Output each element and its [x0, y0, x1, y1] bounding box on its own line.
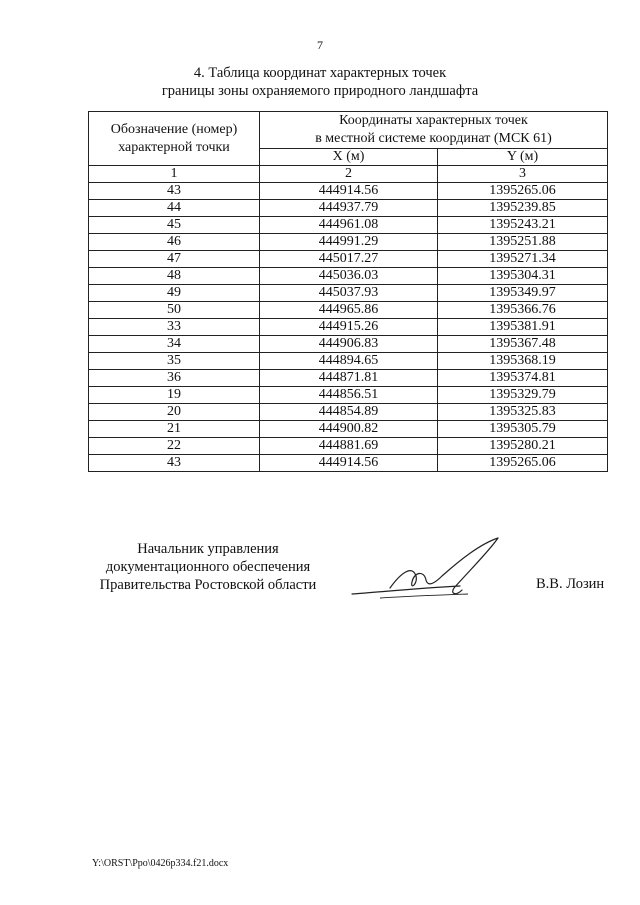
page-number: 7: [317, 38, 323, 52]
x-coordinate-cell: 444991.29: [260, 234, 438, 251]
handwritten-signature: [350, 536, 510, 602]
x-coordinate-cell: 444937.79: [260, 200, 438, 217]
table-row: [89, 336, 608, 353]
y-coordinate-cell: 1395374.81: [438, 370, 608, 387]
table-row: [89, 438, 608, 455]
table-header-row: [89, 112, 608, 149]
y-coordinate-cell: 1395265.06: [438, 183, 608, 200]
point-number-cell: 47: [89, 251, 260, 268]
point-number-cell: 46: [89, 234, 260, 251]
table-row: [89, 285, 608, 302]
point-number-cell: 36: [89, 370, 260, 387]
column-number-3: 3: [438, 166, 608, 183]
x-coordinate-cell: 445017.27: [260, 251, 438, 268]
point-number-cell: 48: [89, 268, 260, 285]
y-coordinate-cell: 1395325.83: [438, 404, 608, 421]
x-coordinate-cell: 444854.89: [260, 404, 438, 421]
table-row: [89, 370, 608, 387]
point-designation-header: [89, 112, 260, 166]
y-coordinate-cell: 1395265.06: [438, 455, 608, 472]
table-row: [89, 404, 608, 421]
signatory-position-line3: Правительства Ростовской области: [99, 577, 317, 593]
x-coordinate-cell: 444906.83: [260, 336, 438, 353]
y-coordinate-cell: 1395305.79: [438, 421, 608, 438]
x-coordinate-cell: 444900.82: [260, 421, 438, 438]
x-coordinate-cell: 445037.93: [260, 285, 438, 302]
y-coordinate-cell: 1395381.91: [438, 319, 608, 336]
table-title: [0, 64, 640, 100]
x-coordinate-cell: 444856.51: [260, 387, 438, 404]
table-row: [89, 234, 608, 251]
signatory-name: В.В. Лозин: [536, 576, 605, 592]
column-number-1: 1: [89, 166, 260, 183]
point-number-cell: 33: [89, 319, 260, 336]
coordinates-table: [88, 111, 608, 472]
file-path: Y:\ORST\Ppo\0426p334.f21.docx: [92, 858, 229, 869]
point-number-cell: 20: [89, 404, 260, 421]
coordinates-header: [260, 112, 608, 149]
y-coordinate-cell: 1395239.85: [438, 200, 608, 217]
x-coordinate-cell: 444915.26: [260, 319, 438, 336]
x-coordinate-cell: 445036.03: [260, 268, 438, 285]
point-number-cell: 35: [89, 353, 260, 370]
y-coordinate-cell: 1395368.19: [438, 353, 608, 370]
x-coordinate-cell: 444914.56: [260, 183, 438, 200]
y-coordinate-cell: 1395243.21: [438, 217, 608, 234]
x-coordinate-cell: 444965.86: [260, 302, 438, 319]
point-number-cell: 45: [89, 217, 260, 234]
point-number-cell: 43: [89, 183, 260, 200]
point-number-cell: 19: [89, 387, 260, 404]
table-title-line2: границы зоны охраняемого природного ландшафта: [161, 83, 479, 99]
y-coordinate-cell: 1395304.31: [438, 268, 608, 285]
table-row: [89, 387, 608, 404]
table-row: [89, 421, 608, 438]
y-coordinate-cell: 1395366.76: [438, 302, 608, 319]
point-number-cell: 50: [89, 302, 260, 319]
column-number-2: 2: [260, 166, 438, 183]
table-row: [89, 319, 608, 336]
x-coordinate-cell: 444881.69: [260, 438, 438, 455]
x-coordinate-cell: 444961.08: [260, 217, 438, 234]
column-numbers-row: [89, 166, 608, 183]
point-designation-header-line1: Обозначение (номер): [110, 121, 238, 137]
point-number-cell: 34: [89, 336, 260, 353]
x-column-header: X (м): [260, 149, 438, 166]
x-coordinate-cell: 444894.65: [260, 353, 438, 370]
y-column-header: Y (м): [438, 149, 608, 166]
signatory-position: [88, 540, 328, 594]
point-number-cell: 44: [89, 200, 260, 217]
coordinates-header-line2: в местной системе координат (МСК 61): [315, 131, 552, 146]
y-coordinate-cell: 1395367.48: [438, 336, 608, 353]
table-row: [89, 183, 608, 200]
table-row: [89, 251, 608, 268]
point-number-cell: 22: [89, 438, 260, 455]
x-coordinate-cell: 444871.81: [260, 370, 438, 387]
coordinates-header-line1: Координаты характерных точек: [339, 113, 528, 128]
table-row: [89, 455, 608, 472]
table-row: [89, 268, 608, 285]
x-coordinate-cell: 444914.56: [260, 455, 438, 472]
table-body: [89, 183, 608, 472]
table-title-line1: 4. Таблица координат характерных точек: [193, 65, 447, 81]
signatory-position-line2: документационного обеспечения: [105, 559, 311, 575]
y-coordinate-cell: 1395251.88: [438, 234, 608, 251]
point-number-cell: 49: [89, 285, 260, 302]
table-row: [89, 217, 608, 234]
point-number-cell: 43: [89, 455, 260, 472]
table-row: [89, 200, 608, 217]
point-number-cell: 21: [89, 421, 260, 438]
table-row: [89, 302, 608, 319]
point-designation-header-line2: характерной точки: [118, 139, 230, 155]
y-coordinate-cell: 1395280.21: [438, 438, 608, 455]
y-coordinate-cell: 1395349.97: [438, 285, 608, 302]
y-coordinate-cell: 1395271.34: [438, 251, 608, 268]
signatory-position-line1: Начальник управления: [137, 541, 279, 557]
y-coordinate-cell: 1395329.79: [438, 387, 608, 404]
table-row: [89, 353, 608, 370]
